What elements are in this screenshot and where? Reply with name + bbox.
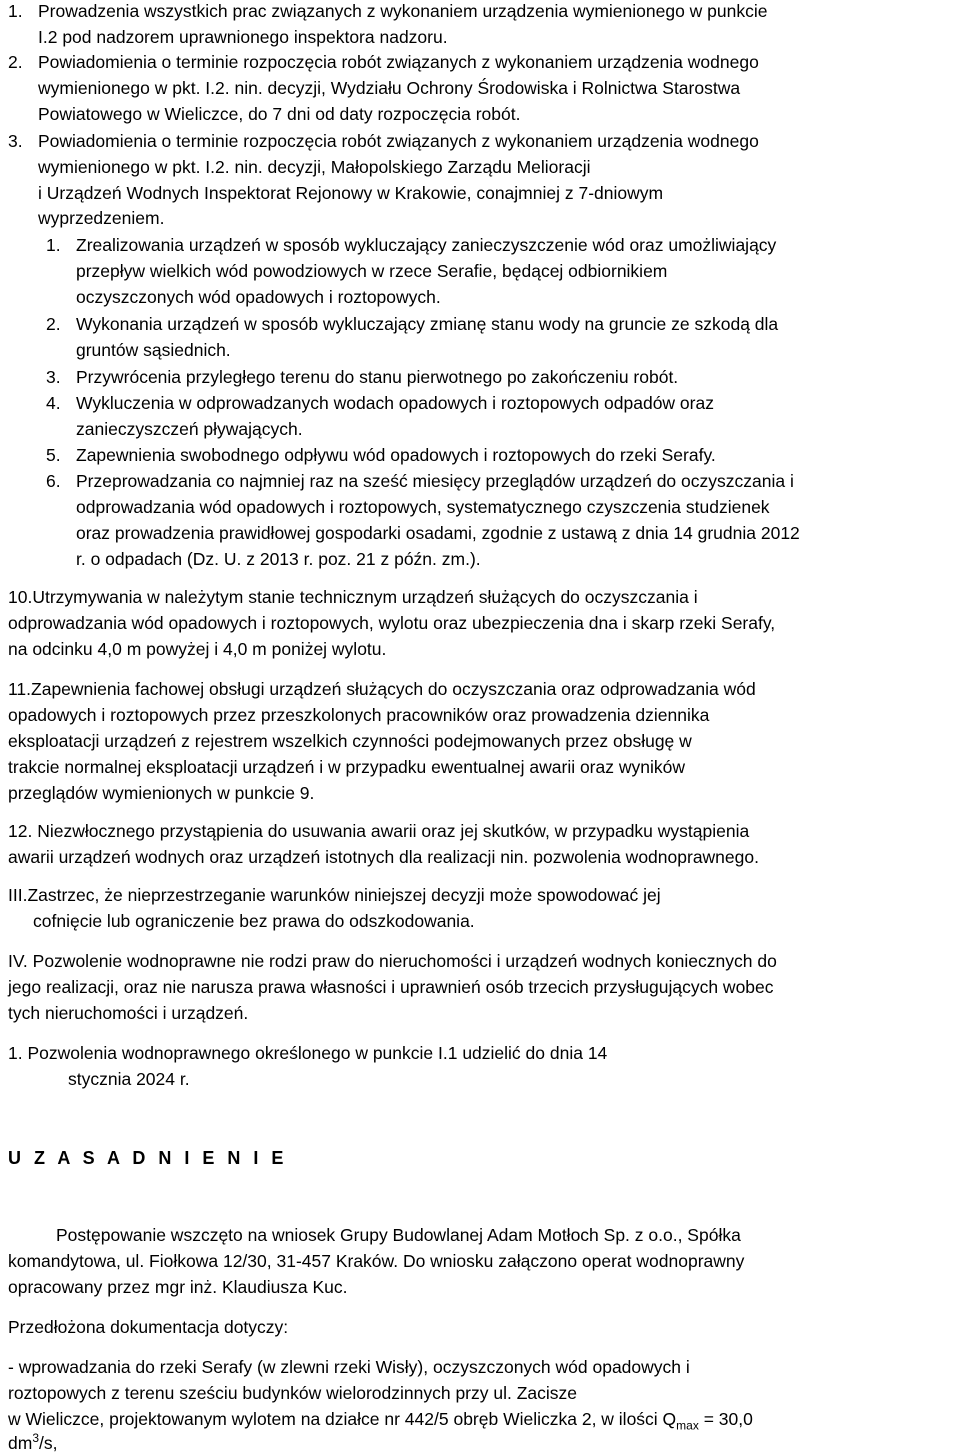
item-2-line-3: Powiatowego w Wieliczce, do 7 dni od daty rozpoczęcia robót. (38, 104, 521, 124)
item-3-line-1: Powiadomienia o terminie rozpoczęcia robót związanych z wykonaniem urządzenia wodnego (38, 131, 759, 151)
paragraph-IV-line-3: tych nieruchomości i urządzeń. (8, 1003, 249, 1023)
paragraph-IV-1-line-1: 1. Pozwolenia wodnoprawnego określonego w punkcie I.1 udzielić do dnia 14 (8, 1043, 608, 1063)
item-2-line-1: Powiadomienia o terminie rozpoczęcia robót związanych z wykonaniem urządzenia wodnego (38, 52, 759, 72)
q-max-subscript: max (676, 1418, 699, 1433)
item-3-line-4: wyprzedzeniem. (38, 208, 165, 228)
item-2-number: 2. (8, 52, 23, 72)
justification-line-2: komandytowa, ul. Fiołkowa 12/30, 31-457 Kraków. Do wniosku załączono operat wodnoprawny (8, 1251, 745, 1271)
paragraph-11-line-3: eksploatacji urządzeń z rejestrem wszelkich czynności podejmowanych przez obsługę w (8, 731, 692, 751)
paragraph-IV-1-line-2: stycznia 2024 r. (68, 1069, 190, 1089)
subitem-2-line-2: gruntów sąsiednich. (76, 340, 231, 360)
documentation-item-line-1: - wprowadzania do rzeki Serafy (w zlewni rzeki Wisły), oczyszczonych wód opadowych i (8, 1357, 690, 1377)
subitem-4-line-2: zanieczyszczeń pływających. (76, 419, 303, 439)
item-3-number: 3. (8, 131, 23, 151)
paragraph-IV-line-1: IV. Pozwolenie wodnoprawne nie rodzi praw do nieruchomości i urządzeń wodnych koniecznych do (8, 951, 777, 971)
item-1-line-2: I.2 pod nadzorem uprawnionego inspektora nadzoru. (38, 27, 448, 47)
justification-line-1: Postępowanie wszczęto na wniosek Grupy Budowlanej Adam Motłoch Sp. z o.o., Spółka (56, 1225, 741, 1245)
item-2-line-2: wymienionego w pkt. I.2. nin. decyzji, Wydziału Ochrony Środowiska i Rolnictwa Starostwa (38, 78, 741, 98)
subitem-4-number: 4. (46, 393, 61, 413)
subitem-1-line-3: oczyszczonych wód opadowych i roztopowych. (76, 287, 441, 307)
subitem-1-number: 1. (46, 235, 61, 255)
paragraph-10-line-2: odprowadzania wód opadowych i roztopowych, wylotu oraz ubezpieczenia dna i skarp rzeki Serafy, (8, 613, 776, 633)
paragraph-III-line-2: cofnięcie lub ograniczenie bez prawa do odszkodowania. (33, 911, 475, 931)
item-1-line-1: Prowadzenia wszystkich prac związanych z wykonaniem urządzenia wymienionego w punkcie (38, 1, 768, 21)
item-3-line-3: i Urządzeń Wodnych Inspektorat Rejonowy w Krakowie, conajmniej z 7-dniowym (38, 183, 664, 203)
subitem-2-line-1: Wykonania urządzeń w sposób wykluczający zmianę stanu wody na gruncie ze szkodą dla (76, 314, 779, 334)
subitem-4-line-1: Wykluczenia w odprowadzanych wodach opadowych i roztopowych odpadów oraz (76, 393, 714, 413)
subitem-6-line-4: r. o odpadach (Dz. U. z 2013 r. poz. 21 z późn. zm.). (76, 549, 481, 569)
documentation-title: Przedłożona dokumentacja dotyczy: (8, 1317, 289, 1337)
paragraph-11-line-2: opadowych i roztopowych przez przeszkolonych pracowników oraz prowadzenia dziennika (8, 705, 710, 725)
justification-line-3: opracowany przez mgr inż. Klaudiusza Kuc. (8, 1277, 348, 1297)
paragraph-10-line-3: na odcinku 4,0 m powyżej i 4,0 m poniżej wylotu. (8, 639, 387, 659)
documentation-line-3-rest: = 30,0 (698, 1409, 753, 1429)
justification-heading: U Z A S A D N I E N I E (8, 1148, 288, 1168)
paragraph-12-line-2: awarii urządzeń wodnych oraz urządzeń istotnych dla realizacji nin. pozwolenia wodnoprawnego. (8, 847, 759, 867)
subitem-5-line-1: Zapewnienia swobodnego odpływu wód opadowych i roztopowych do rzeki Serafy. (76, 445, 716, 465)
documentation-item-line-3 (8, 1408, 753, 1433)
paragraph-10-line-1: 10.Utrzymywania w należytym stanie technicznym urządzeń służących do oczyszczania i (8, 587, 698, 607)
subitem-3-number: 3. (46, 367, 61, 387)
subitem-6-line-2: odprowadzania wód opadowych i roztopowych, systematycznego czyszczenia studzienek (76, 497, 770, 517)
subitem-6-line-3: oraz prowadzenia prawidłowej gospodarki osadami, zgodnie z ustawą z dnia 14 grudnia 2012 (76, 523, 800, 543)
paragraph-11-line-1: 11.Zapewnienia fachowej obsługi urządzeń służących do oczyszczania oraz odprowadzania wód (8, 679, 756, 699)
subitem-6-line-1: Przeprowadzania co najmniej raz na sześć miesięcy przeglądów urządzeń do oczyszczania i (76, 471, 794, 491)
subitem-6-number: 6. (46, 471, 61, 491)
unit-exponent: 3 (32, 1431, 39, 1446)
subitem-3-line-1: Przywrócenia przyległego terenu do stanu pierwotnego po zakończeniu robót. (76, 367, 679, 387)
paragraph-IV-line-2: jego realizacji, oraz nie narusza prawa własności i uprawnień osób trzecich przysługujących wobec (8, 977, 774, 997)
paragraph-11-line-5: przeglądów wymienionych w punkcie 9. (8, 783, 315, 803)
unit-rest: /s, (39, 1433, 58, 1453)
subitem-2-number: 2. (46, 314, 61, 334)
documentation-item-line-2: roztopowych z terenu sześciu budynków wielorodzinnych przy ul. Zacisze (8, 1383, 578, 1403)
documentation-item-line-4 (8, 1432, 57, 1454)
paragraph-12-line-1: 12. Niezwłocznego przystąpienia do usuwania awarii oraz jej skutków, w przypadku wystąpienia (8, 821, 750, 841)
subitem-1-line-2: przepływ wielkich wód powodziowych w rzece Serafie, będącej odbiornikiem (76, 261, 668, 281)
paragraph-III-line-1: III.Zastrzec, że nieprzestrzeganie warunków niniejszej decyzji może spowodować jej (8, 885, 661, 905)
item-3-line-2: wymienionego w pkt. I.2. nin. decyzji, Małopolskiego Zarządu Melioracji (38, 157, 591, 177)
unit-dm: dm (8, 1433, 33, 1453)
paragraph-11-line-4: trakcie normalnej eksploatacji urządzeń i w przypadku ewentualnej awarii oraz wyników (8, 757, 685, 777)
subitem-1-line-1: Zrealizowania urządzeń w sposób wykluczający zanieczyszczenie wód oraz umożliwiający (76, 235, 777, 255)
documentation-line-3-text: w Wieliczce, projektowanym wylotem na działce nr 442/5 obręb Wieliczka 2, w ilości Q (8, 1409, 677, 1429)
subitem-5-number: 5. (46, 445, 61, 465)
item-1-number: 1. (8, 1, 23, 21)
